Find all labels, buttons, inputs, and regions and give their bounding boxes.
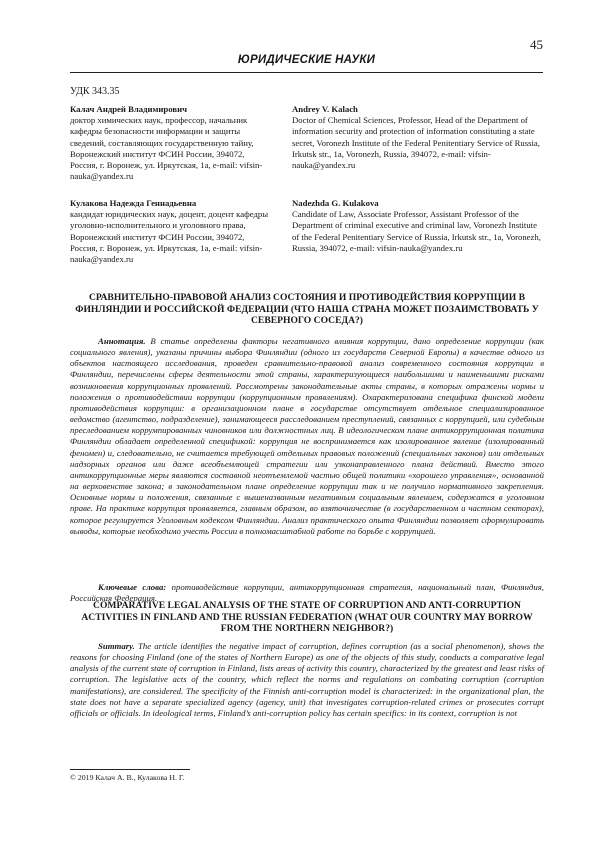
abstract-en: [70, 641, 544, 719]
abstract-ru: [70, 336, 544, 537]
author-1-en-details: Doctor of Chemical Sciences, Professor, Head of the Department of information security and protection of information constituting a state secret, Voronezh Institute of the Federal Penitentiary Service of Russia, Irkutsk str., 1a, Voronezh, Russia, 394072, e-mail: vifsin-nauka@yandex.ru: [292, 115, 540, 171]
author-2-en-name: Nadezhda G. Kulakova: [292, 198, 379, 208]
abstract-ru-label: Аннотация.: [98, 336, 146, 346]
abstract-ru-text: В статье определены факторы негативного влияния коррупции, дано определение коррупции (как социального явления), указаны причины выбора Финляндии (одного из государств Северной Европы) в качестве одного из объектов настоящего исследования, проведен сравнительно-правовой анализ современного состояния коррупции в Финляндии, перечислены сферы деятельности этой страны, характеризующиеся наибольшими и наименьшими рисками возникновения коррупционных проявлений. Рассмотрены законодательные акты страны, в которых отражены нормы и положения о противодействии коррупции (коррупционным проявлениям). Охарактеризована специфика финской модели противодействия коррупции: в организационном плане в государстве отсутствует отдельное специализированное ведомство (агентство, подразделение), занимающееся расследованием преступлений, связанных с коррупцией, или судебным преследованием коррумпированных чиновников или должностных лиц. В идеологическом плане антикоррупционная политика Финляндии обладает определенной спецификой: коррупция не воспринимается как изолированное явление (изолированный феномен) и, следовательно, не считается требующей отдельных правовых положений (специальных законов) или отдельных надзорных органов или даже всеобъемлющей стратегии или узконаправленного плана действий. Вместо этого антикоррупционные меры являются составной неотъемлемой частью общей политики «хорошего управления», основанной на верховенстве закона; в законодательном плане определение коррупции так и не получило нормативного закрепления. Основные нормы и положения, связанные с вышеназванным негативным социальным явлением, содержатся в уголовном праве. На практике коррупция проявляется, главным образом, во взяточничестве (в государственном и частном секторах), которое регулируется Уголовным кодексом Финляндии. Анализ практического опыта Финляндии позволяет сформулировать выводы, которые необходимо учесть России в полномасштабной работе по борьбе с коррупцией.: [70, 336, 544, 536]
author-1-ru-details: доктор химических наук, профессор, начальник кафедры безопасности информации и защиты сведений, составляющих государственную тайну, Воронежский институт ФСИН России, 394072, Россия, г. Воронеж, ул. Иркутская, 1а, e-mail: vifsin-nauka@yandex.ru: [70, 115, 263, 182]
author-1-ru: [70, 104, 270, 182]
author-1-en: [292, 104, 544, 171]
author-2-en-details: Candidate of Law, Associate Professor, Assistant Professor of the Department of criminal executive and criminal law, Voronezh Institute of the Federal Penitentiary Service of Russia, Irkutsk str., 1a, Voronezh, Russia, 394072, e-mail: vifsin-nauka@yandex.ru: [292, 209, 541, 253]
abstract-en-label: Summary.: [98, 641, 135, 651]
author-2-en: [292, 198, 544, 254]
footnote-divider: [70, 769, 190, 770]
author-2-ru-details: кандидат юридических наук, доцент, доцент кафедры уголовно-исполнительного и уголовного права, Воронежский институт ФСИН России, 394072, Россия, г. Воронеж, ул. Иркутская, 1а, e-mail: vifsin-nauka@yandex.ru: [70, 209, 269, 265]
article-title-en: COMPARATIVE LEGAL ANALYSIS OF THE STATE OF CORRUPTION AND ANTI-CORRUPTION ACTIVITIES IN FINLAND AND THE RUSSIAN FEDERATION (WHAT OUR COUNTRY MAY BORROW FROM THE NORTHERN NEIGHBOR?): [81, 600, 533, 635]
udk-code: УДК 343.35: [70, 86, 120, 97]
author-1-en-name: Andrey V. Kalach: [292, 104, 358, 114]
keywords-ru-text: противодействие коррупции, антикоррупционная стратегия, национальный план, Финляндия, Российская Федерация.: [70, 582, 544, 604]
article-title-ru: СРАВНИТЕЛЬНО-ПРАВОВОЙ АНАЛИЗ СОСТОЯНИЯ И ПРОТИВОДЕЙСТВИЯ КОРРУПЦИИ В ФИНЛЯНДИИ И РОССИЙСКОЙ ФЕДЕРАЦИИ (ЧТО НАША СТРАНА МОЖЕТ ПОЗАИМСТВОВАТЬ У СЕВЕРНОГО СОСЕДА?): [75, 292, 539, 327]
abstract-en-text: The article identifies the negative impact of corruption, defines corruption (as a social phenomenon), shows the reasons for choosing Finland (one of the states of Northern Europe) as one of the objects of this study, conducts a comparative legal analysis of the current state of corruption in Finland, lists areas of activity this country, characterized by the greatest and least risks of corruption. The legislative acts of the country, which reflect the norms and regulations on combating corruption (corruption manifestations), are considered. The specificity of the Finnish anti-corruption model is characterized: in the organizational plan, the state does not have a separate specialized agency (agency, unit) that investigates corruption-related crimes or prosecutes corrupt officials or officials. In ideological terms, Finland’s anti-corruption policy has certain specifics: in its context, corruption is not: [70, 641, 544, 718]
author-1-ru-name: Калач Андрей Владимирович: [70, 104, 187, 114]
copyright-footnote: © 2019 Калач А. В., Кулакова Н. Г.: [70, 773, 185, 782]
author-2-ru: [70, 198, 270, 265]
page-number: 45: [530, 37, 543, 52]
running-head: ЮРИДИЧЕСКИЕ НАУКИ: [70, 54, 543, 73]
keywords-ru-label: Ключевые слова:: [98, 582, 167, 592]
author-2-ru-name: Кулакова Надежда Геннадьевна: [70, 198, 197, 208]
